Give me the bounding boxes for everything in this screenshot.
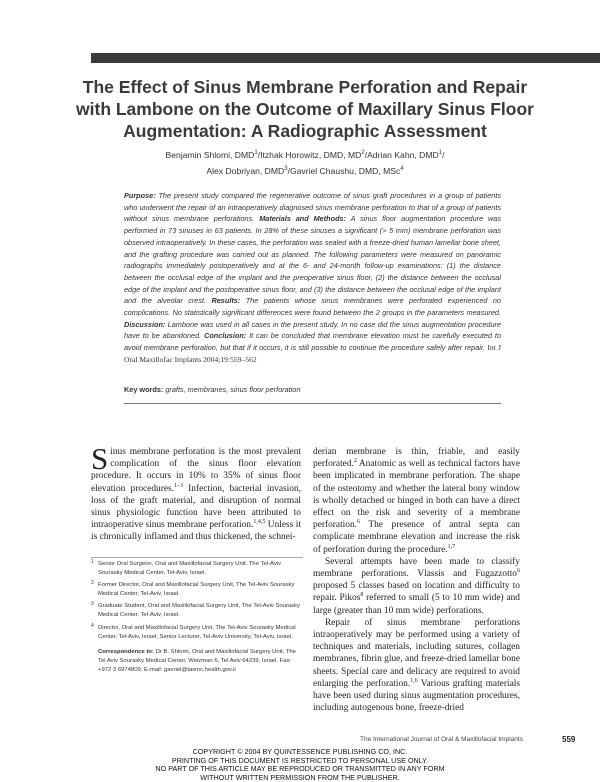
copyright-line: PRINTING OF THIS DOCUMENT IS RESTRICTED TO PERSONAL USE ONLY. — [171, 755, 429, 765]
citation-ref: 2 — [353, 458, 357, 465]
citation-ref: 1,6 — [410, 677, 418, 684]
purpose-label: Purpose: — [124, 191, 156, 200]
text-run: proposed 5 classes based on location and difficulty to repair. Pikos — [313, 581, 520, 604]
body-column-right — [313, 446, 520, 714]
methods-label: Materials and Methods: — [259, 214, 347, 224]
correspondence-text: Dr B. Shlomi, Oral and Maxillofacial Surgery Unit, The Tel Aviv Sourasky Medical Center, Weizman 6, Tel Aviv 64239, Israel. Fax: +972 3 6974809. E-mail: gavriel@tasmc.health.gov.il — [98, 648, 296, 673]
author-name: /Gavriel Chaushu, DMD, MSc — [287, 165, 401, 176]
citation-ref: 1,7 — [447, 543, 456, 550]
footnote — [91, 560, 303, 578]
text-run: Anatomic as well as technical factors have been implicated in membrane perforation. The shape of the osteotomy and whether the lateral bony window is wholly detached or hinged in both can have a direct effect on the risk and severity of a membrane perforation. — [313, 459, 520, 531]
footnote-mark: 2 — [91, 580, 94, 587]
affiliation-mark: 3 — [284, 165, 288, 172]
author-name: Benjamin Shlomi, DMD — [165, 149, 255, 160]
body-paragraph — [313, 446, 520, 556]
article-title: The Effect of Sinus Membrane Perforation and Repair with Lambone on the Outcome of Maxillary Sinus Floor Augmentation: A Radiographic Assessment — [76, 77, 534, 141]
citation-ref: 6 — [517, 567, 520, 574]
citation-ref: 1–3 — [173, 482, 183, 489]
correspondence — [91, 648, 303, 675]
footnotes — [91, 560, 303, 675]
keywords-label: Key words: — [124, 385, 164, 394]
affiliation-mark: 4 — [400, 165, 404, 172]
footnote-text: Former Director, Oral and Maxillofacial Surgery Unit, The Tel-Aviv Sourasky Medical Center, Tel-Aviv, Israel. — [98, 582, 295, 598]
text-run: Infection, bacterial invasion, loss of the graft material, and disruption of normal sinus physiologic function have been attributed to intraoperative sinus membrane perforation. — [91, 483, 301, 531]
discussion-label: Discussion: — [124, 319, 166, 329]
footnote — [91, 581, 303, 599]
results-label: Results: — [211, 296, 241, 306]
citation-ref: 6 — [357, 519, 360, 526]
drop-cap: S — [91, 441, 109, 476]
discussion-text: Lambone was used in all cases in the present study. In no case did the sinus augmentation procedure have to be abandoned. — [124, 319, 501, 341]
body-paragraph — [313, 556, 520, 617]
copyright-line: WITHOUT WRITTEN PERMISSION FROM THE PUBLISHER. — [200, 772, 400, 782]
footnote — [91, 602, 303, 620]
text-run: derian membrane is thin, friable, and easily perforated. — [313, 447, 520, 470]
page-number: 559 — [562, 735, 576, 744]
affiliation-mark: 1 — [438, 150, 443, 156]
abstract-divider — [124, 403, 501, 404]
copyright-notice — [0, 748, 600, 782]
keywords — [124, 385, 501, 394]
journal-citation: Int J Oral Maxillofac Implants 2004;19:559–562 — [124, 343, 501, 364]
citation-ref: 8 — [360, 592, 364, 599]
conclusion-text: It can be concluded that membrane elevation must be carefully executed to avoid membrane perforation, but that if it occurs, it is still possible to continue the procedure safely after repair. — [124, 331, 501, 353]
footnote-divider — [91, 557, 303, 558]
footnote-mark: 1 — [91, 559, 94, 565]
results-text: The patients whose sinus membranes were perforated experienced no complications. No statistically significant differences were found between the 2 groups in the parameters measured. — [124, 296, 501, 318]
author-name: Alex Dobriyan, DMD — [206, 165, 285, 176]
correspondence-label: Correspondence to: — [98, 648, 154, 655]
copyright-line: NO PART OF THIS ARTICLE MAY BE REPRODUCED OR TRANSMITTED IN ANY FORM — [155, 764, 445, 774]
keywords-text: grafts, membranes, sinus floor perforation — [163, 385, 301, 394]
body-paragraph — [313, 617, 520, 715]
text-run: referred to small (5 to 10 mm wide) and large (greater than 10 mm wide) perforations. — [313, 593, 520, 616]
affiliation-mark: 1 — [254, 150, 258, 156]
footnote-text: Senior Oral Surgeon, Oral and Maxillofacial Surgery Unit, The Tel-Aviv Sourasky Medical Center, Tel-Aviv, Israel. — [98, 561, 282, 577]
footnote-mark: 3 — [91, 601, 94, 608]
conclusion-label: Conclusion: — [204, 331, 247, 341]
footnote — [91, 624, 303, 642]
text-run: The presence of antral septa can complicate membrane elevation and increase the risk of perforation during the procedure. — [313, 520, 520, 555]
author-name: /Itzhak Horowitz, DMD, MD — [257, 149, 362, 160]
journal-name: The International Journal of Oral & Maxillofacial Implants — [360, 736, 523, 743]
footnote-text: Director, Oral and Maxillofacial Surgery Unit, The Tel-Aviv Sourasky Medical Center, Tel-Aviv, Israel; Senior Lecturer, Tel-Aviv University, Tel-Aviv, Israel. — [98, 624, 296, 640]
text-run: Unless it is chronically inflamed and thus thickened, the schnei- — [91, 520, 302, 543]
abstract — [124, 190, 501, 366]
text-run: Several attempts have been made to classify membrane perforations. Vlassis and Fugazzotto — [313, 556, 520, 580]
author-line-1 — [90, 146, 520, 162]
text-run: Various grafting materials have been used during sinus augmentation procedures, including autogenous bone, freeze-dried — [313, 678, 520, 714]
text-run: Repair of sinus membrane perforations intraoperatively may be performed using a variety of techniques and materials, including sutures, collagen membranes, fibrin glue, and freeze-dried lamellar bone sheets. Special care and delicacy are required to avoid enlarging the perforation. — [313, 617, 520, 689]
body-column-left — [91, 441, 302, 544]
citation-ref: 1,4,5 — [253, 519, 266, 526]
author-name: /Adrian Kahn, DMD — [364, 149, 439, 160]
copyright-line: COPYRIGHT © 2004 BY QUINTESSENCE PUBLISHING CO, INC. — [192, 747, 408, 756]
methods-text: A sinus floor augmentation procedure was performed in 73 sinuses in 63 patients. In 28% of these sinuses a significant (> 5 mm) membrane perforation was observed intraoperatively. In these cases, the perforation was sealed with a freeze-dried human lamellar bone sheet, and the grafting procedure was carried out as planned. The following parameters were measured on panoramic radiographs immediately postoperatively and at the 6- and 24-month follow-up examinations: (1) the distance between the occlusal edge of the implant and the preoperative sinus floor, (2) the distance between the occlusal edge of the implant and the postoperative sinus floor, and (3) the distance between the occlusal edge of the implant and the alveolar crest. — [124, 214, 501, 306]
text-run: inus membrane perforation is the most prevalent complication of the sinus floor elevation procedure. It occurs in 10% to 35% of sinus floor elevation procedures. — [91, 447, 301, 494]
header-bar — [91, 53, 600, 63]
author-list — [90, 146, 520, 178]
footnote-mark: 4 — [91, 622, 94, 629]
author-separator: / — [442, 149, 445, 160]
purpose-text: The present study compared the regenerative outcome of sinus graft procedures in a group of patients who underwent the repair of an intraoperatively diagnosed sinus membrane perforation to that of a group of patients without sinus membrane perforations. — [124, 191, 501, 224]
affiliation-mark: 2 — [361, 150, 365, 156]
author-line-2 — [90, 162, 520, 178]
body-paragraph — [91, 441, 302, 544]
footnote-text: Graduate Student, Oral and Maxillofacial Surgery Unit, The Tel-Aviv Sourasky Medical Center, Tel-Aviv, Israel. — [98, 603, 301, 619]
